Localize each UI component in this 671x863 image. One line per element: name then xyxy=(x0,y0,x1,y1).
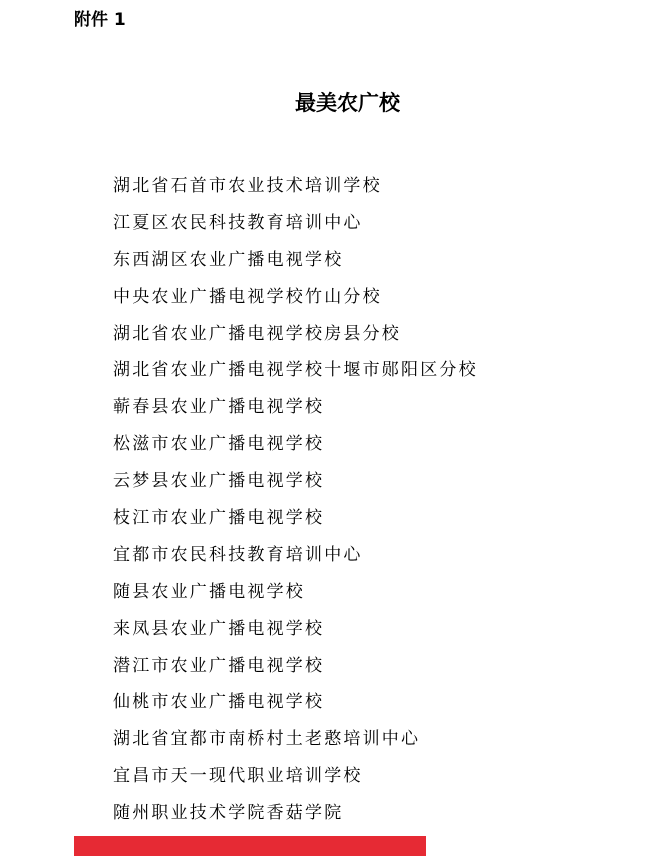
attachment-label: 附件 1 xyxy=(74,10,126,30)
list-item: 潜江市农业广播电视学校 xyxy=(113,655,325,676)
list-item: 湖北省农业广播电视学校房县分校 xyxy=(113,323,401,344)
page-title: 最美农广校 xyxy=(295,90,400,115)
list-item: 东西湖区农业广播电视学校 xyxy=(113,249,344,270)
list-item: 蕲春县农业广播电视学校 xyxy=(113,397,325,418)
list-item: 来凤县农业广播电视学校 xyxy=(113,618,325,639)
list-item: 湖北省石首市农业技术培训学校 xyxy=(113,176,382,196)
list-item: 中央农业广播电视学校竹山分校 xyxy=(113,286,382,307)
list-item: 江夏区农民科技教育培训中心 xyxy=(113,212,363,233)
list-item: 云梦县农业广播电视学校 xyxy=(113,471,325,492)
red-accent-bar xyxy=(74,836,426,856)
list-item: 随县农业广播电视学校 xyxy=(113,581,305,602)
list-item: 枝江市农业广播电视学校 xyxy=(113,508,325,529)
list-item: 宜都市农民科技教育培训中心 xyxy=(113,544,363,565)
list-item: 湖北省农业广播电视学校十堰市郧阳区分校 xyxy=(113,360,478,381)
list-item: 仙桃市农业广播电视学校 xyxy=(113,692,325,713)
list-item: 随州职业技术学院香菇学院 xyxy=(113,803,344,824)
school-list xyxy=(113,171,478,835)
list-item: 宜昌市天一现代职业培训学校 xyxy=(113,766,363,787)
list-item: 湖北省宜都市南桥村土老憨培训中心 xyxy=(113,729,421,750)
list-item: 松滋市农业广播电视学校 xyxy=(113,434,325,455)
